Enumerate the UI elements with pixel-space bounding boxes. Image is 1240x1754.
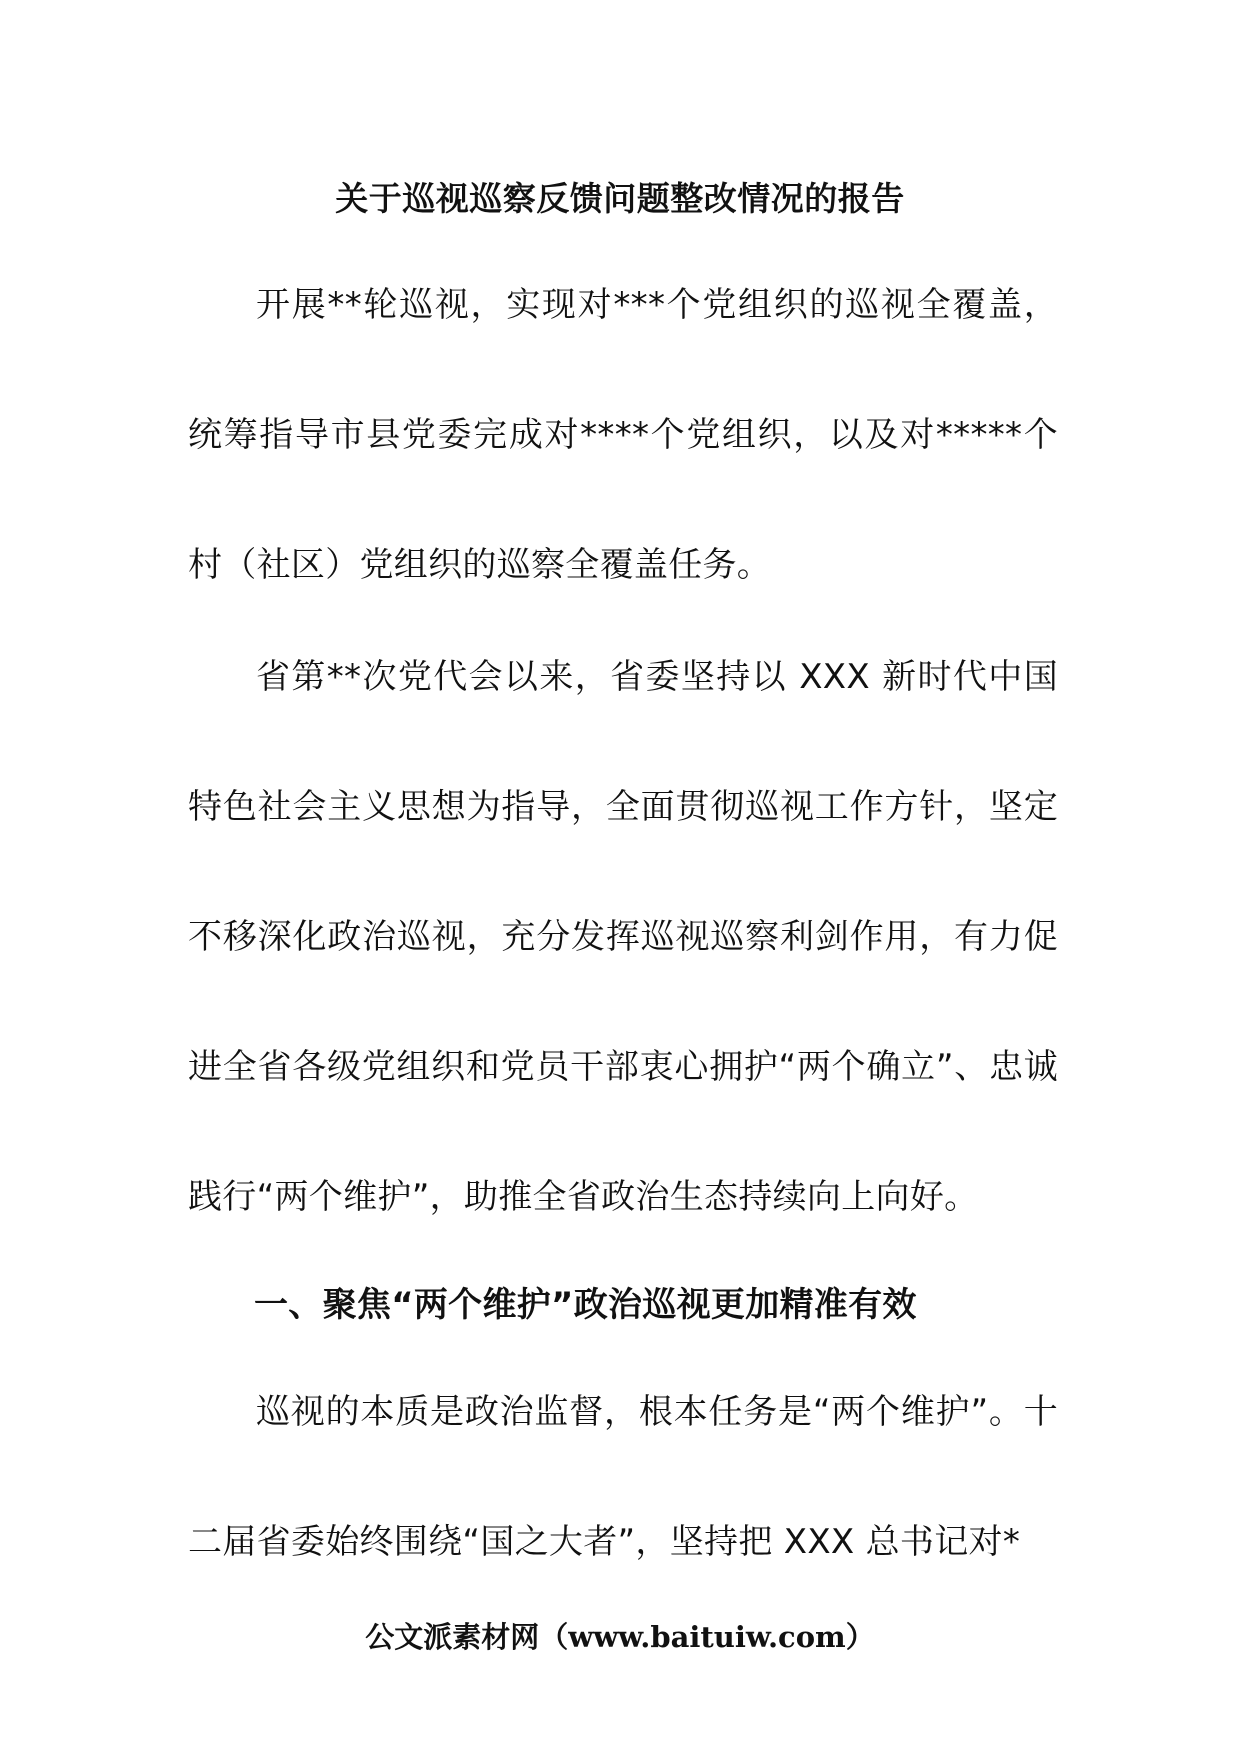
body-paragraph-2: 省第**次党代会以来，省委坚持以 XXX 新时代中国特色社会主义思想为指导，全面贯彻巡视工作方针，坚定不移深化政治巡视，充分发挥巡视巡察利剑作用，有力促进全省各级党组织和党员干部衷心拥护“两个确立”、忠诚践行“两个维护”，助推全省政治生态持续向上向好。 [188, 657, 1058, 1217]
section-heading: 一、聚焦“两个维护”政治巡视更加精准有效 [254, 1285, 917, 1325]
footer-watermark: 公文派素材网（www.baituiw.com） [365, 1620, 875, 1654]
document-title: 关于巡视巡察反馈问题整改情况的报告 [335, 179, 905, 218]
body-paragraph-1: 开展**轮巡视，实现对***个党组织的巡视全覆盖，统筹指导市县党委完成对****个党组织，以及对*****个村（社区）党组织的巡察全覆盖任务。 [188, 285, 1058, 585]
section-paragraph: 巡视的本质是政治监督，根本任务是“两个维护”。十二届省委始终围绕“国之大者”，坚持把 XXX 总书记对* [188, 1392, 1058, 1562]
